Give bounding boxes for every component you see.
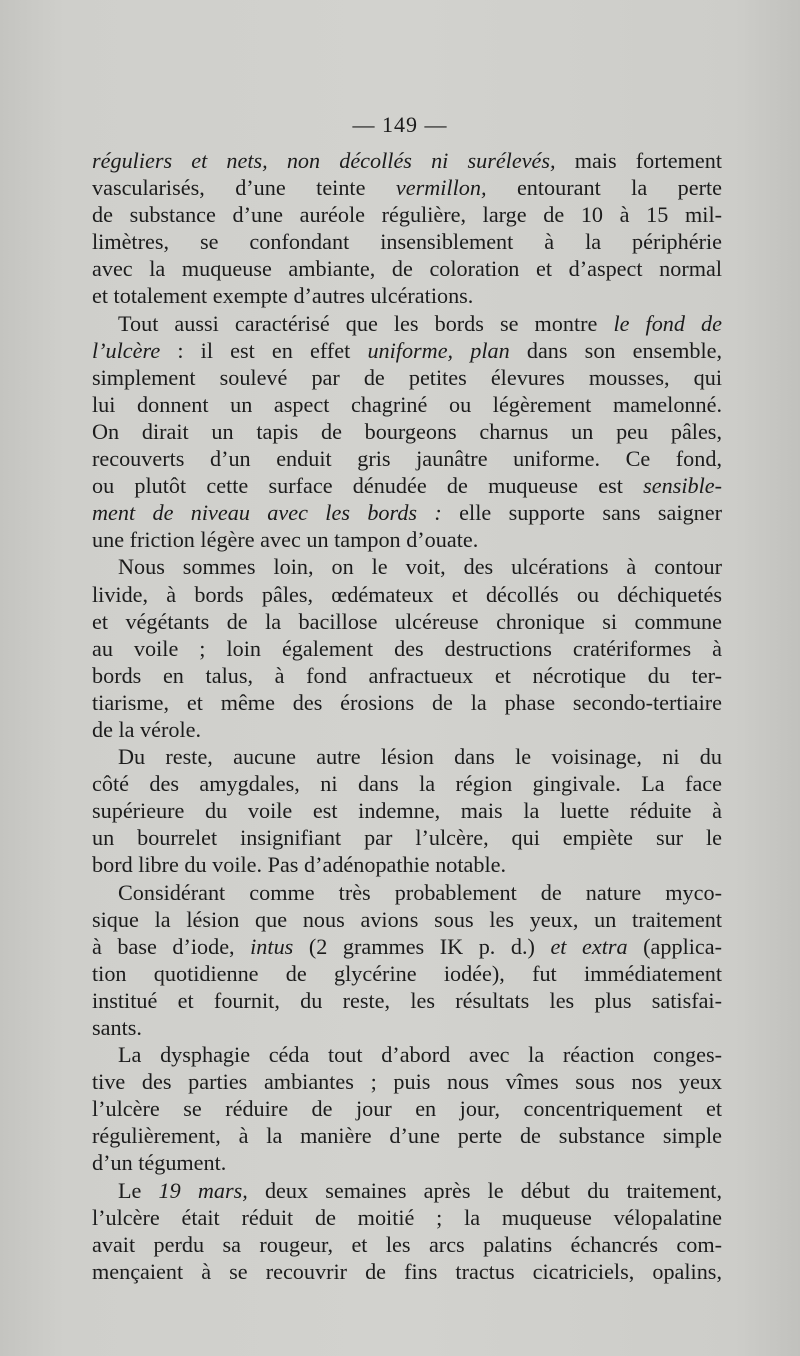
text-run: côté des amygdales, ni dans la région gingivale. La face (92, 771, 722, 797)
text-run: avec la muqueuse ambiante, de coloration et d’aspect normal (92, 256, 722, 282)
text-run: Tout aussi caractérisé que les bords se montre (118, 310, 614, 336)
text-line (92, 499, 722, 526)
text-run: tive des parties ambiantes ; puis nous vîmes sous nos yeux (92, 1069, 722, 1095)
text-line (92, 581, 722, 608)
text-line (92, 797, 722, 824)
text-line (92, 689, 722, 716)
text-line (92, 282, 722, 309)
text-line (92, 770, 722, 797)
text-line (92, 228, 722, 255)
text-line (92, 364, 722, 391)
text-run: au voile ; loin également des destructions cratériformes à (92, 635, 722, 661)
italic-text: réguliers et nets, non décollés ni surélevés, (92, 148, 556, 173)
text-run: et végétants de la bacillose ulcéreuse chronique si commune (92, 608, 722, 634)
text-line (92, 1177, 722, 1204)
text-run: sique la lésion que nous avions sous les yeux, un traitement (92, 906, 722, 932)
text-line (92, 716, 722, 743)
text-run: : il est en effet (160, 337, 368, 363)
text-line (92, 824, 722, 851)
text-run: lui donnent un aspect chagriné ou légèrement mamelonné. (92, 391, 722, 417)
text-line (92, 851, 722, 878)
text-line (92, 987, 722, 1014)
text-run: Considérant comme très probablement de nature myco- (118, 879, 722, 905)
text-run: supérieure du voile est indemne, mais la luette réduite à (92, 798, 722, 824)
text-run: l’ulcère était réduit de moitié ; la muqueuse vélopalatine (92, 1204, 722, 1230)
text-line (92, 933, 722, 960)
text-run: d’un tégument. (92, 1150, 227, 1176)
italic-text: intus (250, 933, 294, 959)
text-run: recouverts d’un enduit gris jaunâtre uniforme. Ce fond, (92, 446, 722, 472)
text-run: tiarisme, et même des érosions de la phase secondo-tertiaire (92, 689, 722, 715)
text-line (92, 147, 722, 174)
text-line (92, 662, 722, 689)
text-run: On dirait un tapis de bourgeons charnus un peu pâles, (92, 418, 722, 444)
text-line (92, 553, 722, 580)
text-line (92, 1231, 722, 1258)
text-line (92, 174, 722, 201)
text-line (92, 1041, 722, 1068)
text-run: mençaient à se recouvrir de fins tractus cicatriciels, opalins, (92, 1258, 722, 1284)
italic-text: et extra (550, 933, 628, 959)
text-run: (applica- (627, 933, 722, 959)
text-line (92, 1149, 722, 1176)
italic-text: vermillon, (395, 175, 487, 201)
text-run: entourant la perte (486, 175, 722, 201)
text-run: tion quotidienne de glycérine iodée), fut immédiatement (92, 960, 722, 986)
text-line (92, 960, 722, 987)
text-run: Le (118, 1177, 159, 1203)
text-line (92, 1204, 722, 1231)
text-line (92, 635, 722, 662)
text-line (92, 310, 722, 337)
italic-text: sensible- (643, 473, 722, 499)
text-line (92, 418, 722, 445)
text-run: limètres, se confondant insensiblement à la périphérie (92, 229, 722, 255)
italic-text: l’ulcère (92, 337, 161, 363)
text-line (92, 445, 722, 472)
text-run: institué et fournit, du reste, les résultats les plus satisfai- (92, 987, 722, 1013)
body-text (92, 147, 722, 1285)
text-run: régulièrement, à la manière d’une perte de substance simple (92, 1123, 722, 1149)
text-run: de la vérole. (92, 716, 202, 742)
text-run: l’ulcère se réduire de jour en jour, concentriquement et (92, 1096, 722, 1122)
text-run: simplement soulevé par de petites élevures mousses, qui (92, 364, 722, 390)
text-run: sants. (92, 1015, 142, 1040)
text-run: bord libre du voile. Pas d’adénopathie notable. (92, 852, 507, 878)
text-line (92, 1122, 722, 1149)
text-run: (2 grammes IK p. d.) (293, 933, 551, 959)
text-run: un bourrelet insignifiant par l’ulcère, qui empiète sur le (92, 825, 722, 851)
text-run: vascularisés, d’une teinte (92, 175, 396, 201)
text-run: livide, à bords pâles, œdémateux et décollés ou déchiquetés (92, 581, 722, 607)
text-line (92, 337, 722, 364)
text-run: La dysphagie céda tout d’abord avec la réaction conges- (118, 1042, 722, 1068)
text-line (92, 201, 722, 228)
italic-text: ment de niveau avec les bords : (92, 500, 442, 526)
text-line (92, 1095, 722, 1122)
text-line (92, 255, 722, 282)
italic-text: le fond de (613, 310, 722, 336)
text-line (92, 1068, 722, 1095)
text-line (92, 472, 722, 499)
text-line (92, 1014, 722, 1041)
text-line (92, 879, 722, 906)
text-line (92, 743, 722, 770)
italic-text: 19 mars, (158, 1177, 248, 1203)
text-run: elle supporte sans saigner (441, 500, 722, 526)
text-line (92, 526, 722, 553)
text-run: de substance d’une auréole régulière, large de 10 à 15 mil- (92, 202, 722, 228)
italic-text: uniforme, plan (367, 337, 510, 363)
text-run: et totalement exempte d’autres ulcérations. (92, 283, 474, 309)
text-line (92, 608, 722, 635)
text-run: Du reste, aucune autre lésion dans le voisinage, ni du (118, 744, 722, 770)
text-run: dans son ensemble, (509, 337, 722, 363)
page-number: — 149 — (352, 112, 448, 137)
text-run: bords en talus, à fond anfractueux et nécrotique du ter- (92, 662, 722, 688)
text-line (92, 391, 722, 418)
text-run: deux semaines après le début du traitement, (247, 1177, 723, 1203)
text-run: Nous sommes loin, on le voit, des ulcérations à contour (118, 554, 722, 580)
text-run: une friction légère avec un tampon d’ouate. (92, 527, 479, 553)
text-run: mais fortement (555, 148, 723, 173)
text-run: ou plutôt cette surface dénudée de muqueuse est (92, 473, 644, 499)
text-line (92, 906, 722, 933)
text-run: à base d’iode, (92, 933, 251, 959)
text-line (92, 1258, 722, 1285)
text-run: avait perdu sa rougeur, et les arcs palatins échancrés com- (92, 1231, 722, 1257)
